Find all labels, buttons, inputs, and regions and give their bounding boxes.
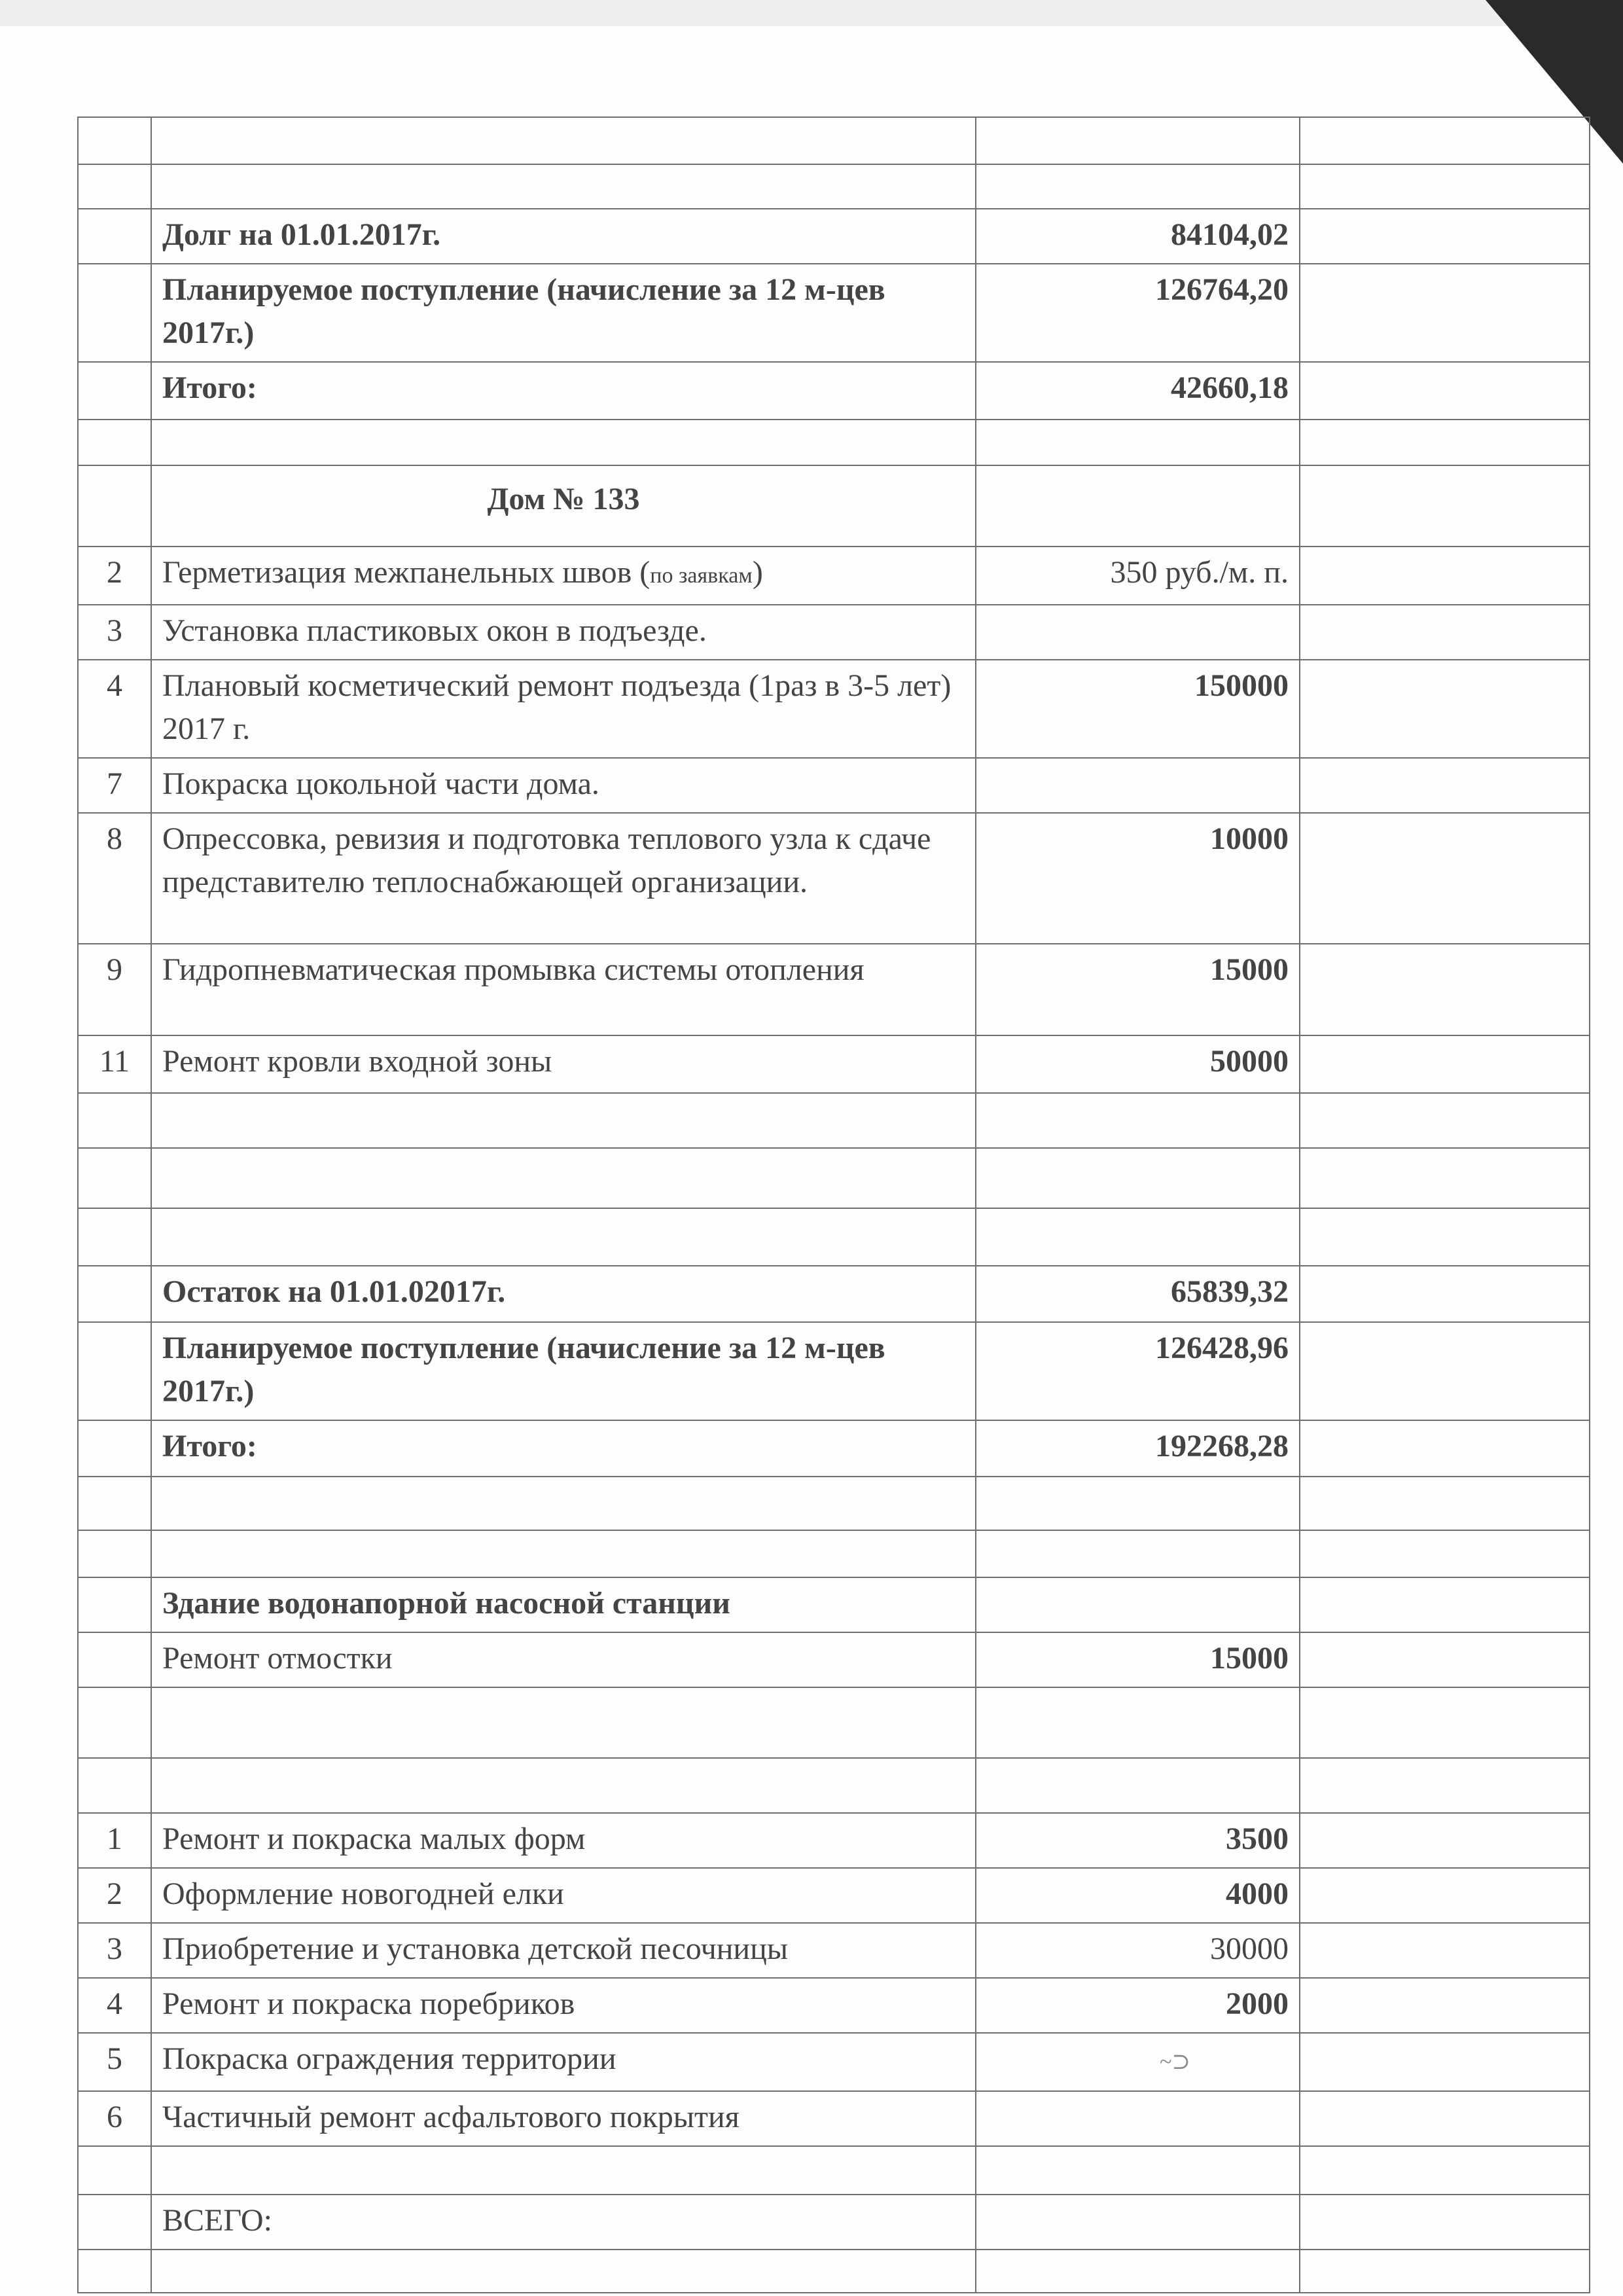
item-name: Частичный ремонт асфальтового покрытия [151,2091,976,2146]
total-row-1 [78,362,1590,420]
item-amount: 30000 [976,1923,1300,1978]
item-amount [976,2033,1300,2091]
item-number: 9 [78,944,151,1035]
item-name: Приобретение и установка детской песочницы [151,1923,976,1978]
pump-title-row [78,1577,1590,1632]
total-label-2: Итого: [151,1420,976,1477]
budget-table [77,117,1590,2293]
house-title: Дом № 133 [151,465,976,547]
pump-title: Здание водонапорной насосной станции [151,1577,976,1632]
debt-value: 84104,02 [976,209,1300,264]
house-item-row [78,1035,1590,1093]
item-name: Установка пластиковых окон в подъезде. [151,605,976,660]
item-number: 4 [78,1978,151,2033]
item-number: 2 [78,547,151,605]
planned-value-1: 126764,20 [976,264,1300,362]
item-name: Плановый косметический ремонт подъезда (1раз в 3-5 лет) 2017 г. [151,660,976,758]
item-name: Покраска цокольной части дома. [151,758,976,813]
pump-item-row [78,1632,1590,1687]
total-label-1: Итого: [151,362,976,420]
yard-item-row [78,2033,1590,2091]
balance-value: 65839,32 [976,1266,1300,1322]
item-number: 8 [78,813,151,944]
grand-total-label: ВСЕГО: [151,2195,976,2250]
yard-item-row [78,1978,1590,2033]
scan-top-edge [0,0,1623,26]
debt-label: Долг на 01.01.2017г. [151,209,976,264]
house-item-row [78,660,1590,758]
item-name: Ремонт и покраска малых форм [151,1813,976,1868]
empty-row [78,1687,1590,1758]
item-number: 6 [78,2091,151,2146]
item-amount: 350 руб./м. п. [976,547,1300,605]
item-number: 5 [78,2033,151,2091]
item-amount: 15000 [976,944,1300,1035]
empty-row [78,2146,1590,2195]
house-item-row [78,605,1590,660]
item-amount: 10000 [976,813,1300,944]
item-name-text: Герметизация межпанельных швов ( [162,555,651,590]
item-name: Опрессовка, ревизия и подготовка теплового узла к сдаче представителю теплоснабжающей организации. [151,813,976,944]
item-number: 11 [78,1035,151,1093]
item-number: 2 [78,1868,151,1923]
item-number: 3 [78,1923,151,1978]
item-amount: 3500 [976,1813,1300,1868]
house-item-row [78,547,1590,605]
pencil-mark-icon: ~⊃ [1160,2050,1190,2074]
empty-row [78,1093,1590,1148]
item-number: 7 [78,758,151,813]
planned-row-1 [78,264,1590,362]
planned-label-1: Планируемое поступление (начисление за 12 м-цев 2017г.) [151,264,976,362]
empty-row [78,164,1590,209]
grand-total-row [78,2195,1590,2250]
empty-row [78,1477,1590,1530]
item-amount: 4000 [976,1868,1300,1923]
planned-value-2: 126428,96 [976,1322,1300,1420]
house-item-row [78,813,1590,944]
empty-row [78,2250,1590,2293]
planned-row-2 [78,1322,1590,1420]
pump-item-amount: 15000 [976,1632,1300,1687]
house-item-row [78,758,1590,813]
item-name [151,547,976,605]
item-number: 3 [78,605,151,660]
item-name: Оформление новогодней елки [151,1868,976,1923]
item-amount [976,758,1300,813]
empty-row [78,420,1590,465]
yard-item-row [78,1923,1590,1978]
house-title-row [78,465,1590,547]
planned-label-2: Планируемое поступление (начисление за 12 м-цев 2017г.) [151,1322,976,1420]
debt-row [78,209,1590,264]
item-name: Ремонт кровли входной зоны [151,1035,976,1093]
yard-item-row [78,1813,1590,1868]
balance-label: Остаток на 01.01.02017г. [151,1266,976,1322]
item-note: по заявкам [650,564,753,588]
empty-row [78,1148,1590,1208]
balance-row [78,1266,1590,1322]
item-name: Ремонт и покраска поребриков [151,1978,976,2033]
total-value-2: 192268,28 [976,1420,1300,1477]
item-number: 1 [78,1813,151,1868]
empty-row [78,1530,1590,1577]
yard-item-row [78,2091,1590,2146]
item-amount: 150000 [976,660,1300,758]
item-amount: 2000 [976,1978,1300,2033]
item-amount [976,605,1300,660]
item-amount: 50000 [976,1035,1300,1093]
item-number: 4 [78,660,151,758]
item-name: Гидропневматическая промывка системы отопления [151,944,976,1035]
pump-item-name: Ремонт отмостки [151,1632,976,1687]
empty-row [78,1208,1590,1266]
empty-row [78,1758,1590,1813]
empty-row [78,117,1590,164]
house-item-row [78,944,1590,1035]
total-row-2 [78,1420,1590,1477]
total-value-1: 42660,18 [976,362,1300,420]
yard-item-row [78,1868,1590,1923]
item-name: Покраска ограждения территории [151,2033,976,2091]
item-amount [976,2091,1300,2146]
item-name-end: ) [752,555,763,590]
